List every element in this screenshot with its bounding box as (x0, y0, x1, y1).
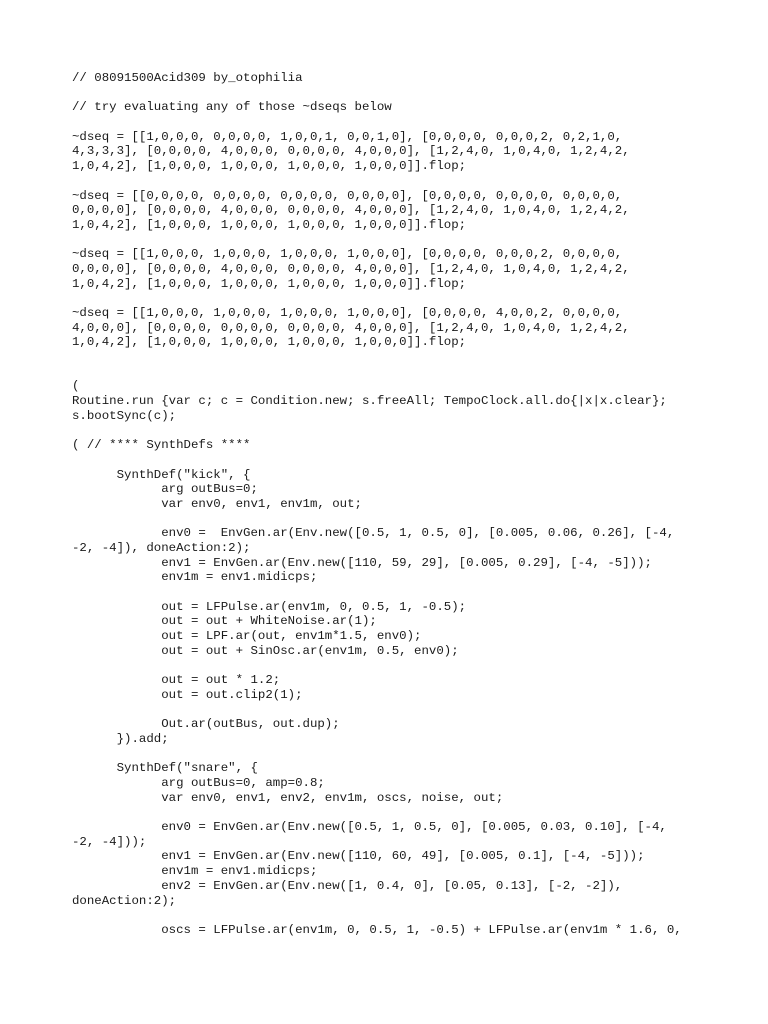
blank-line (72, 908, 722, 923)
code-line: oscs = LFPulse.ar(env1m, 0, 0.5, 1, -0.5) + LFPulse.ar(env1m * 1.6, 0, (72, 922, 682, 937)
code-line: 0,0,0,0], [0,0,0,0, 4,0,0,0, 0,0,0,0, 4,0,0,0], [1,2,4,0, 1,0,4,0, 1,2,4,2, (72, 261, 630, 276)
blank-line (72, 805, 722, 820)
blank-line (72, 365, 722, 380)
code-line: 1,0,4,2], [1,0,0,0, 1,0,0,0, 1,0,0,0, 1,0,0,0]].flop; (72, 335, 467, 350)
code-line: env2 = EnvGen.ar(Env.new([1, 0.4, 0], [0.05, 0.13], [-2, -2]), (72, 878, 623, 893)
code-line: -2, -4]), doneAction:2); (72, 541, 251, 555)
blank-line (72, 747, 722, 762)
code-line: Routine.run {var c; c = Condition.new; s.freeAll; TempoClock.all.do{|x|x.clear}; (72, 394, 667, 409)
code-line: var env0, env1, env2, env1m, oscs, noise, out; (72, 790, 504, 805)
code-line: 1,0,4,2], [1,0,0,0, 1,0,0,0, 1,0,0,0, 1,0,0,0]].flop; (72, 217, 467, 232)
code-line: env1 = EnvGen.ar(Env.new([110, 60, 49], [0.005, 0.1], [-4, -5])); (72, 849, 645, 864)
code-line: out = LPF.ar(out, env1m*1.5, env0); (72, 629, 422, 644)
code-line: env1m = env1.midicps; (72, 864, 318, 879)
code-line: SynthDef("kick", { (72, 467, 251, 482)
code-line: var env0, env1, env1m, out; (72, 496, 362, 511)
blank-line (72, 512, 722, 527)
code-line: // try evaluating any of those ~dseqs below (72, 100, 392, 115)
code-line: 4,3,3,3], [0,0,0,0, 4,0,0,0, 0,0,0,0, 4,0,0,0], [1,2,4,0, 1,0,4,0, 1,2,4,2, (72, 144, 630, 159)
code-line: ~dseq = [[0,0,0,0, 0,0,0,0, 0,0,0,0, 0,0,0,0], [0,0,0,0, 0,0,0,0, 0,0,0,0, (72, 188, 623, 203)
code-line: 0,0,0,0], [0,0,0,0, 4,0,0,0, 0,0,0,0, 4,0,0,0], [1,2,4,0, 1,0,4,0, 1,2,4,2, (72, 203, 630, 218)
blank-line (72, 233, 722, 248)
code-line: s.bootSync(c); (72, 408, 177, 423)
blank-line (72, 291, 722, 306)
blank-line (72, 424, 722, 439)
code-line: out = out.clip2(1); (72, 687, 303, 702)
code-line: doneAction:2); (72, 893, 177, 908)
code-line: SynthDef("snare", { (72, 761, 258, 776)
code-line: ( // **** SynthDefs **** (72, 438, 251, 453)
code-line: env0 = EnvGen.ar(Env.new([0.5, 1, 0.5, 0], [0.005, 0.03, 0.10], [-4, (72, 820, 667, 835)
code-line: env0 = EnvGen.ar(Env.new([0.5, 1, 0.5, 0], [0.005, 0.06, 0.26], [-4, (72, 526, 675, 541)
code-line: arg outBus=0; (72, 482, 258, 497)
code-line: ~dseq = [[1,0,0,0, 1,0,0,0, 1,0,0,0, 1,0,0,0], [0,0,0,0, 0,0,0,2, 0,0,0,0, (72, 247, 623, 262)
code-line: out = out + WhiteNoise.ar(1); (72, 614, 377, 629)
code-line: env1m = env1.midicps; (72, 570, 318, 585)
code-line: 1,0,4,2], [1,0,0,0, 1,0,0,0, 1,0,0,0, 1,0,0,0]].flop; (72, 276, 467, 291)
blank-line (72, 585, 722, 600)
code-line: }).add; (72, 731, 169, 746)
code-line: env1 = EnvGen.ar(Env.new([110, 59, 29], [0.005, 0.29], [-4, -5])); (72, 555, 652, 570)
code-line: ( (72, 379, 80, 394)
code-line: -2, -4])); (72, 834, 147, 849)
code-line: arg outBus=0, amp=0.8; (72, 776, 325, 790)
code-line: Out.ar(outBus, out.dup); (72, 717, 340, 732)
code-line: out = LFPulse.ar(env1m, 0, 0.5, 1, -0.5); (72, 599, 467, 614)
code-line: ~dseq = [[1,0,0,0, 1,0,0,0, 1,0,0,0, 1,0,0,0], [0,0,0,0, 4,0,0,2, 0,0,0,0, (72, 306, 623, 320)
code-line: out = out * 1.2; (72, 673, 281, 688)
blank-line (72, 86, 722, 101)
code-line: out = out + SinOsc.ar(env1m, 0.5, env0); (72, 643, 459, 658)
code-line: // 08091500Acid309 by_otophilia (72, 71, 303, 85)
blank-line (72, 115, 722, 130)
code-line: 1,0,4,2], [1,0,0,0, 1,0,0,0, 1,0,0,0, 1,0,0,0]].flop; (72, 159, 467, 174)
blank-line (72, 174, 722, 189)
blank-line (72, 453, 722, 468)
code-line: ~dseq = [[1,0,0,0, 0,0,0,0, 1,0,0,1, 0,0,1,0], [0,0,0,0, 0,0,0,2, 0,2,1,0, (72, 129, 623, 144)
blank-line (72, 350, 722, 365)
code-document (72, 71, 722, 938)
blank-line (72, 703, 722, 718)
code-line: 4,0,0,0], [0,0,0,0, 0,0,0,0, 0,0,0,0, 4,0,0,0], [1,2,4,0, 1,0,4,0, 1,2,4,2, (72, 320, 630, 335)
blank-line (72, 659, 722, 674)
